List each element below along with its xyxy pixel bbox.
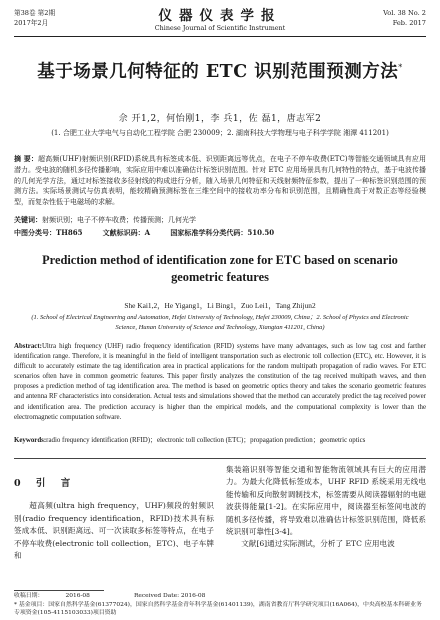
volume-cn: 第38卷 第2期 <box>14 9 56 17</box>
abstract-en <box>14 342 426 423</box>
subject-value: 510.50 <box>247 228 275 237</box>
abstract-cn <box>14 154 426 208</box>
keywords-cn <box>14 215 426 226</box>
footnote-rule <box>14 590 104 591</box>
paper-title-cn-text: 基于场景几何特征的 ETC 识别范围预测方法 <box>37 62 399 82</box>
keywords-en <box>14 436 426 446</box>
footnote <box>14 592 426 618</box>
doc-value: A <box>144 228 151 237</box>
abstract-en-text: Ultra high frequency (UHF) radio frequency identification (RFID) systems have many advantages, such as low tag cost and farther identification range. Therefore, it is meaningful in the field of intelligent transportation such as electronic toll collection (ETC), etc. However, it is difficult to accurately estimate the tag identification area in practical applications for the random multipath propagation of radio waves. For ETC scenarios often have in common geometric features. This paper firstly analyzes the constitution of the tag received multipath waves, and then proposes a prediction method of tag identification area. The method is based on geometric optics theory and takes the scenario geometric features and antenna RF characteristics into consideration. Actual tests and simulations showed that the method can accurately predict the tag received power and identification area. The prediction accuracy is higher than the empirical models, and the computational complexity is lower than the electromagnetic computation software. <box>14 343 426 421</box>
abstract-cn-label: 摘 要： <box>14 154 38 163</box>
paper-title-en: Prediction method of identification zone for ETC based on scenario geometric features <box>42 253 398 284</box>
keywords-cn-label: 关键词： <box>14 215 42 224</box>
affiliations-cn: (1. 合肥工业大学电气与自动化工程学院 合肥 230009；2. 湖南科技大学物理与电子科学学院 湘潭 411201) <box>51 129 389 137</box>
paper-title-cn <box>10 58 430 83</box>
keywords-en-label: Keywords: <box>14 437 47 444</box>
abstract-rule <box>14 458 426 459</box>
intro-paragraph-2: 文献[6]通过实际测试，分析了 ETC 应用电波 <box>241 539 395 549</box>
keywords-cn-text: 射频识别；电子不停车收费；传播预测；几何光学 <box>42 216 196 224</box>
header-rule <box>14 36 426 37</box>
fund-note: * 基金项目：国家自然科学基金(61377024)，国家自然科学基金青年科学基金(61401139)，湖南省教育厅科学研究项目(16A064)，中央高校基本科研业务专项资金(105-4115103033)项目资助 <box>14 601 422 617</box>
author-list-en: She Kai1,2，He Yigang1，Li Bing1，Zuo Lei1，Tang Zhijun2 <box>124 301 316 310</box>
subject-label: 国家标准学科分类代码： <box>170 228 248 237</box>
subject-code <box>170 229 274 237</box>
running-header <box>14 8 426 38</box>
received-label: 收稿日期： <box>14 593 44 599</box>
intro-paragraph: 超高频(ultra high frequency，UHF)频段的射频识别(radio frequency identification，RFID)技术具有标签成本低、识别距离远、可一次读取多标签等特点，在电子不停车收费(electronic toll collection，ETC)、电子车牌和 <box>14 501 214 561</box>
classification-codes <box>14 228 426 239</box>
received-date <box>14 592 426 601</box>
received-value: 2016-08 <box>65 593 90 599</box>
body-column-right <box>226 464 426 551</box>
author-list-cn: 佘 开1,2，何怡刚1，李 兵1，佐 磊1，唐志军2 <box>118 114 322 124</box>
keywords-en-text: radio frequency identification (RFID)；electronic toll collection (ETC)；propagation prediction；geometric optics <box>46 437 366 444</box>
journal-title-en: Chinese Journal of Scientific Instrument <box>154 24 286 32</box>
doc-label: 文献标识码： <box>102 228 145 237</box>
journal-name <box>14 8 426 33</box>
clc-label: 中图分类号： <box>14 228 56 237</box>
section-heading-introduction: 0 引 言 <box>14 478 77 489</box>
intro-paragraph-continued: 集装箱识别等智能交通和智能物流领域具有巨大的应用潜力。为最大化降低标签成本，UHF RFID 系统采用无线电能传输和反向散射调制技术，标签需要从阅读器辐射的电磁波获得能量[1-2]。在实际应用中，阅读器至标签间电波的随机多径传播，将导致难以准确估计标签识别范围，降低系统识别可靠性[3-4]。 <box>226 465 426 537</box>
journal-title-cn: 仪器仪表学报 <box>158 8 282 24</box>
affiliations-en: (1. School of Electrical Engineering and Automation, Hefei University of Technology, Hefei 230009, China；2. School of Physics and Electronic Science, Hunan University of Science and Technology, Xiangtan 411201, China) <box>31 314 409 332</box>
title-footnote-mark: * <box>398 63 403 73</box>
body-column-left <box>14 464 214 562</box>
doc-code <box>103 229 150 237</box>
volume-issue-en <box>383 8 426 28</box>
abstract-en-label: Abstract: <box>14 343 42 350</box>
received-en: Received Date: 2016-08 <box>133 593 206 599</box>
clc-value: TH865 <box>56 228 83 237</box>
abstract-cn-text: 超高频(UHF)射频识别(RFID)系统具有标签成本低、识别距离远等优点，在电子不停车收费(ETC)等智能交通领域具有应用潜力。受电波的随机多径传播影响，实际应用中难以准确估计标签识别范围。针对 ETC 应用场景具有几何特性的特点，基于电波传播的几何光学方法，通过对标签接收多径射线的构成进行分析，随入场景几何特征和天线射频特征参数，提出了一种标签识别范围的预测方法。实际场景测试与仿真表明，能较精确预测标签在三维空间中的接收功率分布和识别范围，且精确性高于对数正态等经验模型，而复杂性低于电磁场的求解。 <box>14 155 427 207</box>
clc-code <box>14 229 82 237</box>
date-en: Feb. 2017 <box>392 19 426 27</box>
volume-en: Vol. 38 No. 2 <box>383 9 426 17</box>
date-cn: 2017年2月 <box>14 19 49 27</box>
